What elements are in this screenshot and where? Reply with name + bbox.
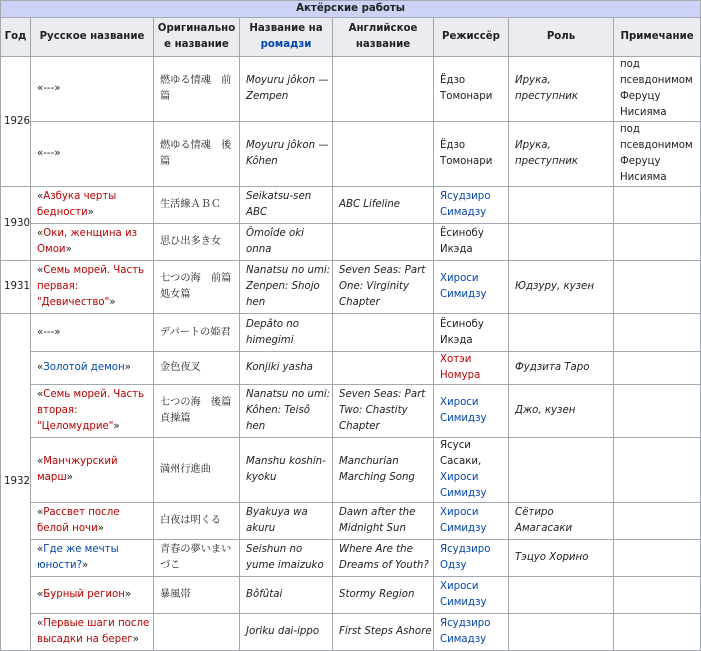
original-title: 生活線ＡＢＣ: [154, 187, 240, 224]
director: [434, 577, 509, 614]
director: [434, 385, 509, 438]
note: [614, 187, 701, 224]
col-russian: Русское название: [31, 18, 154, 57]
russian-title: «Где же мечты юности?»: [31, 540, 154, 577]
note: [614, 261, 701, 314]
director: Ёсинобу Икэда: [434, 314, 509, 352]
russian-title: «---»: [31, 57, 154, 122]
role: Юдзуру, кузен: [509, 261, 614, 314]
romaji-title: Moyuru jôkon — Zempen: [240, 57, 333, 122]
romaji-title: Bôfûtai: [240, 577, 333, 614]
director: [434, 503, 509, 540]
original-title: 白夜は明くる: [154, 503, 240, 540]
russian-title: «Золотой демон»: [31, 352, 154, 385]
director-link[interactable]: Хироси Симидзу: [440, 397, 487, 424]
role: Тэцуо Хорино: [509, 540, 614, 577]
director: [434, 614, 509, 651]
year-cell: 1931: [1, 261, 31, 314]
director-link[interactable]: Ясудзиро Одзу: [440, 544, 491, 571]
note: [614, 352, 701, 385]
director: [434, 187, 509, 224]
film-link[interactable]: Семь морей. Часть вторая: "Целомудрие": [37, 389, 145, 432]
film-link[interactable]: Где же мечты юности?: [37, 544, 119, 571]
role: [509, 577, 614, 614]
director: Ёдзо Томонари: [434, 122, 509, 187]
english-title: Seven Seas: Part Two: Chastity Chapter: [333, 385, 434, 438]
director: [434, 261, 509, 314]
romaji-title: Depâto no himegimi: [240, 314, 333, 352]
table-caption: Актёрские работы: [1, 1, 701, 18]
film-link[interactable]: Первые шаги после высадки на берег: [37, 618, 150, 645]
original-title: 燃ゆる情魂 後篇: [154, 122, 240, 187]
english-title: First Steps Ashore: [333, 614, 434, 651]
original-title: 満州行進曲: [154, 438, 240, 503]
director: [434, 352, 509, 385]
role: [509, 224, 614, 261]
role: [509, 314, 614, 352]
table-row: [1, 122, 701, 187]
original-title: 青春の夢いまいづこ: [154, 540, 240, 577]
note: [614, 224, 701, 261]
russian-title: «---»: [31, 314, 154, 352]
director-link[interactable]: Ясудзиро Симадзу: [440, 191, 491, 218]
original-title: 思ひ出多き女: [154, 224, 240, 261]
year-cell: 1926: [1, 57, 31, 187]
note: под псевдонимом Феруцу Нисияма: [614, 122, 701, 187]
original-title: 七つの海 後篇 貞操篇: [154, 385, 240, 438]
english-title: [333, 314, 434, 352]
col-role: Роль: [509, 18, 614, 57]
english-title: [333, 352, 434, 385]
table-row: [1, 352, 701, 385]
director-link[interactable]: Хироси Симидзу: [440, 507, 487, 534]
year-cell: 1930: [1, 187, 31, 261]
col-director: Режиссёр: [434, 18, 509, 57]
table-row: [1, 314, 701, 352]
role: Фудзита Таро: [509, 352, 614, 385]
director-link[interactable]: Хироси Симидзу: [440, 472, 487, 499]
russian-title: «---»: [31, 122, 154, 187]
note: [614, 385, 701, 438]
romaji-title: Moyuru jôkon — Kôhen: [240, 122, 333, 187]
table-row: [1, 438, 701, 503]
romaji-title: Manshu koshin-kyoku: [240, 438, 333, 503]
year-cell: 1932: [1, 314, 31, 651]
russian-title: «Рассвет после белой ночи»: [31, 503, 154, 540]
role: [509, 187, 614, 224]
romaji-title: Seikatsu-sen ABC: [240, 187, 333, 224]
original-title: 燃ゆる情魂 前篇: [154, 57, 240, 122]
director: Ёдзо Томонари: [434, 57, 509, 122]
table-row: [1, 385, 701, 438]
english-title: [333, 122, 434, 187]
romaji-title: Konjiki yasha: [240, 352, 333, 385]
table-row: [1, 503, 701, 540]
table-row: [1, 57, 701, 122]
original-title: 金色夜叉: [154, 352, 240, 385]
english-title: Where Are the Dreams of Youth?: [333, 540, 434, 577]
english-title: Manchurian Marching Song: [333, 438, 434, 503]
director-link[interactable]: Хотэи Номура: [440, 354, 481, 381]
english-title: ABC Lifeline: [333, 187, 434, 224]
romaji-title: Ômoîde oki onna: [240, 224, 333, 261]
note: [614, 503, 701, 540]
table-row: [1, 540, 701, 577]
original-title: デパートの姫君: [154, 314, 240, 352]
note: [614, 438, 701, 503]
russian-title: «Семь морей. Часть вторая: "Целомудрие"»: [31, 385, 154, 438]
film-link[interactable]: Азбука черты бедности: [37, 191, 117, 218]
role: Сётиро Амагасаки: [509, 503, 614, 540]
table-row: [1, 577, 701, 614]
russian-title: «Азбука черты бедности»: [31, 187, 154, 224]
english-title: Dawn after the Midnight Sun: [333, 503, 434, 540]
english-title: [333, 57, 434, 122]
film-link[interactable]: Бурный регион: [43, 589, 125, 600]
romaji-title: Byakuya wa akuru: [240, 503, 333, 540]
table-row: [1, 261, 701, 314]
role: [509, 438, 614, 503]
note: [614, 314, 701, 352]
director: Ёсинобу Икэда: [434, 224, 509, 261]
director-link[interactable]: Хироси Симидзу: [440, 273, 487, 300]
original-title: 暴風帯: [154, 577, 240, 614]
note: [614, 540, 701, 577]
director-link[interactable]: Хироси Симидзу: [440, 581, 487, 608]
film-link[interactable]: Манчжурский марш: [37, 456, 118, 483]
russian-title: «Оки, женщина из Омои»: [31, 224, 154, 261]
note: [614, 614, 701, 651]
table-row: [1, 187, 701, 224]
romaji-title: Nanatsu no umi: Zenpen: Shojo hen: [240, 261, 333, 314]
romaji-title: Seishun no yume imaizuko: [240, 540, 333, 577]
role: Ирука, преступник: [509, 122, 614, 187]
russian-title: «Манчжурский марш»: [31, 438, 154, 503]
film-link[interactable]: Семь морей. Часть первая: "Девичество": [37, 265, 145, 308]
director: Ясуси Сасаки, Хироси Симидзу: [434, 438, 509, 503]
english-title: [333, 224, 434, 261]
director: [434, 540, 509, 577]
film-link[interactable]: Оки, женщина из Омои: [37, 228, 138, 255]
romaji-title: Joriku dai-ippo: [240, 614, 333, 651]
film-link[interactable]: Рассвет после белой ночи: [37, 507, 120, 534]
col-romaji: Название на ромадзи: [240, 18, 333, 57]
header-row: [1, 18, 701, 57]
col-note: Примечание: [614, 18, 701, 57]
russian-title: «Первые шаги после высадки на берег»: [31, 614, 154, 651]
film-link[interactable]: Золотой демон: [43, 362, 125, 373]
col-original: Оригинальное название: [154, 18, 240, 57]
role: [509, 614, 614, 651]
russian-title: «Семь морей. Часть первая: "Девичество"»: [31, 261, 154, 314]
original-title: 七つの海 前篇 処女篇: [154, 261, 240, 314]
original-title: [154, 614, 240, 651]
director-link[interactable]: Ясудзиро Симадзу: [440, 618, 491, 645]
romaji-title: Nanatsu no umi: Kôhen: Teisô hen: [240, 385, 333, 438]
romaji-link[interactable]: ромадзи: [260, 39, 312, 50]
english-title: Seven Seas: Part One: Virginity Chapter: [333, 261, 434, 314]
english-title: Stormy Region: [333, 577, 434, 614]
col-english: Английское название: [333, 18, 434, 57]
table-row: [1, 224, 701, 261]
col-year: Год: [1, 18, 31, 57]
role: Ирука, преступник: [509, 57, 614, 122]
russian-title: «Бурный регион»: [31, 577, 154, 614]
note: [614, 577, 701, 614]
role: Джо, кузен: [509, 385, 614, 438]
table-row: [1, 614, 701, 651]
note: под псевдонимом Феруцу Нисияма: [614, 57, 701, 122]
